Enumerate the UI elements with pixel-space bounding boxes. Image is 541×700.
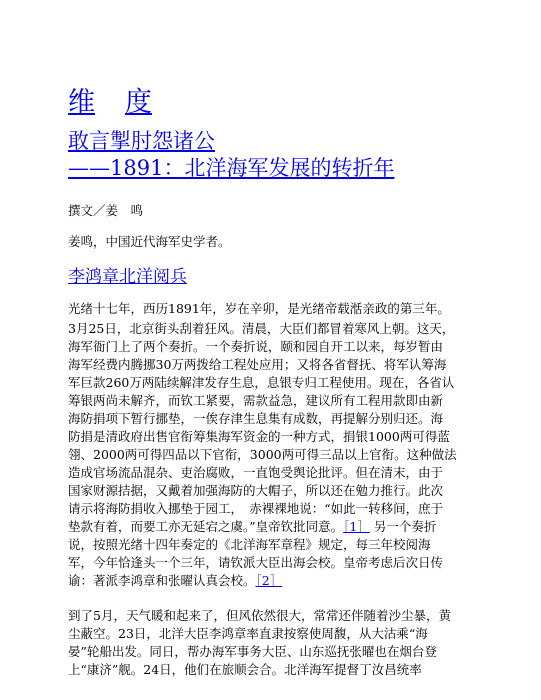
paragraph-line: 晏”轮船出发。同日，帮办海军事务大臣、山东巡抚张曜也在烟台登 <box>68 644 437 659</box>
paragraph-line: 海防捐项下暂行挪垫，一俟存津生息集有成数，再提解分别归还。海 <box>68 411 444 426</box>
paragraph-line: 军巨款260万两陆续解津发存生息，息银专归工程使用。现在，各省认 <box>68 375 455 390</box>
paragraph-3 <box>68 607 476 679</box>
paragraph-line: 翎、2000两可得四品以下官衔，3000两可得三品以上官衔。这种做法 <box>68 447 457 462</box>
paragraph-line: 上“康济”舰。24日，他们在旅顺会合。北洋海军提督丁汝昌统率 <box>68 662 422 677</box>
paragraph-line: 3月25日，北京街头刮着狂风。清晨，大臣们都冒着寒风上朝。这天， <box>68 321 455 336</box>
author-bio: 姜鸣，中国近代海军史学者。 <box>68 234 231 249</box>
paragraph-line: 尘蔽空。23日，北洋大臣李鸿章率直隶按察使周馥，从大沽乘“海 <box>68 626 428 641</box>
paragraph-line: 海军衙门上了两个奏折。一个奏折说，颐和园自开工以来，每岁暂由 <box>68 339 444 354</box>
article-title-line-1: 敢言掣肘怨诸公 <box>68 129 215 153</box>
paragraph-line: 筹银两尚未解齐，而钦工紧要，需款益急，建议所有工程用款即由新 <box>68 393 444 408</box>
section-title[interactable] <box>68 80 152 119</box>
paragraph-line: 到了5月，天气暖和起来了，但风依然很大，常常还伴随着沙尘暴，黄 <box>68 608 451 623</box>
paragraph-line: 防捐是清政府出售官衔筹集海军资金的一种方式，捐银1000两可得蓝 <box>68 429 450 444</box>
paragraph-line: 海军经费内腾挪30万两拨给工程处应用；又将各省督抚、将军认筹海 <box>68 357 447 372</box>
subheading[interactable]: 李鸿章北洋阅兵 <box>68 267 187 287</box>
paragraph-text: 垫款有着，而要工亦无延宕之虞。”皇帝钦批同意。 <box>68 519 344 534</box>
paragraph-line: 光绪十七年，西历1891年，岁在辛卯，是光绪帝载湉亲政的第三年。 <box>68 301 450 316</box>
paragraph-line: 造成官场流品混杂、吏治腐败，一直饱受舆论批评。但在清末，由于 <box>68 465 444 480</box>
paragraph-2 <box>68 320 476 590</box>
section-title-char-2: 度 <box>125 87 152 118</box>
paragraph-line <box>68 518 476 536</box>
paragraph-line: 请示将海防捐收入挪垫于园工， 赤裸裸地说：“如此一转移间，庶于 <box>68 501 444 516</box>
paragraph-text: 另一个奏折 <box>373 519 437 534</box>
article-title[interactable] <box>68 128 488 182</box>
paragraph-1 <box>68 300 476 318</box>
paragraph-line: 军，今年恰逢头一个三年，请钦派大臣出海会校。皇帝考虑后次日传 <box>68 555 444 570</box>
paragraph-line <box>68 572 476 590</box>
paragraph-text: 谕：著派李鸿章和张曜认真会校。 <box>68 573 256 588</box>
section-title-char-1: 维 <box>68 87 95 118</box>
paragraph-line: 说，按照光绪十四年奏定的《北洋海军章程》规定，每三年校阅海 <box>68 537 431 552</box>
footnote-ref-2[interactable]: ［2］ <box>255 573 283 588</box>
byline: 撰文／姜 鸣 <box>68 203 144 218</box>
footnote-ref-1[interactable]: ［1］ <box>343 519 370 534</box>
article-title-line-2: ——1891：北洋海军发展的转折年 <box>68 156 395 180</box>
paragraph-line: 国家财源拮据，又戴着加强海防的大帽子，所以还在勉力推行。此次 <box>68 483 444 498</box>
